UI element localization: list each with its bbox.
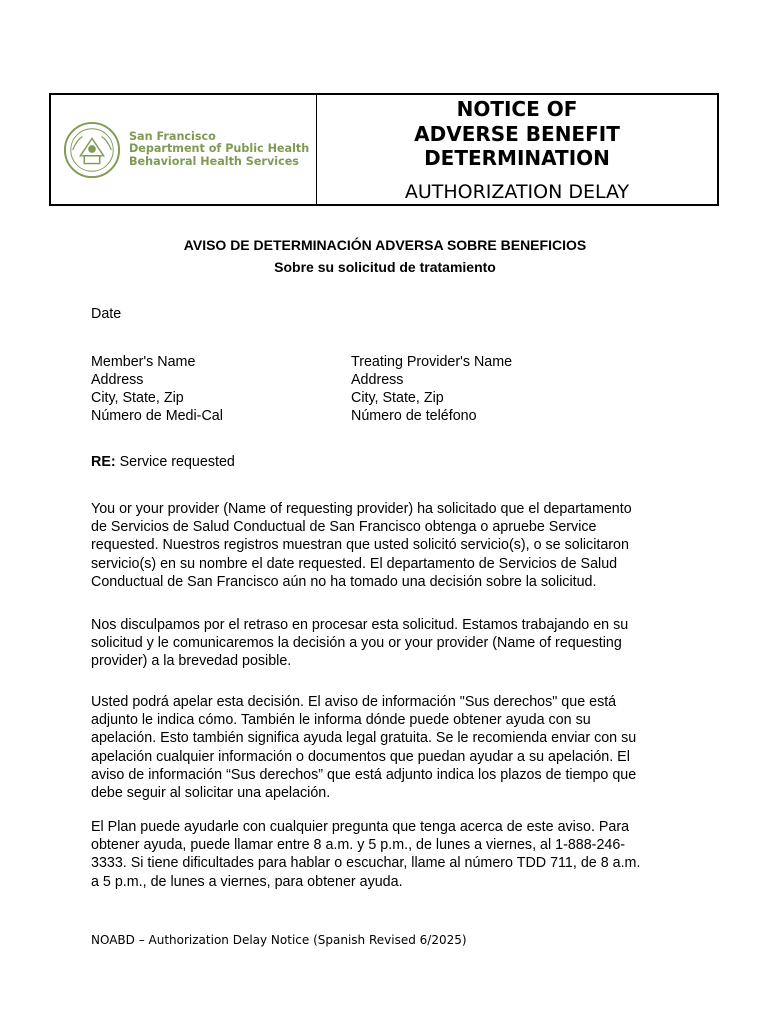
- org-line-2: Department of Public Health: [129, 142, 310, 156]
- paragraph-1: You or your provider (Name of requesting provider) ha solicitado que el departamento de Servicios de Salud Conductual de San Francisco obtenga o apruebe Service requested. Nuestros registros muestran que usted solicitó servicio(s), o se solicitaron servicio(s) en su nombre el date requested. El departamento de Servicios de Salud Conductual de San Francisco aún no ha tomado una decisión sobre la solicitud.: [91, 501, 632, 590]
- footer-note: NOABD – Authorization Delay Notice (Spanish Revised 6/2025): [91, 933, 467, 947]
- provider-city: City, State, Zip: [351, 390, 444, 406]
- org-name: [129, 131, 309, 169]
- city-seal-icon: [63, 121, 121, 179]
- re-line: [91, 453, 235, 471]
- provider-address: Address: [351, 372, 404, 388]
- re-text: Service requested: [119, 454, 235, 470]
- member-address: Address: [91, 372, 144, 388]
- notice-title: NOTICE OF ADVERSE BENEFIT DETERMINATION: [414, 97, 620, 170]
- paragraph-4: El Plan puede ayudarle con cualquier pregunta que tenga acerca de este aviso. Para obtener ayuda, puede llamar entre 8 a.m. y 5 p.m., de lunes a viernes, al 1-888-246- 3333. Si tiene dificultades para hablar o escuchar, llame al número TDD 711, de 8 a.m. a 5 p.m., de lunes a viernes, para obtener ayuda.: [91, 819, 641, 890]
- date-field: Date: [91, 306, 122, 322]
- member-block: [91, 353, 223, 425]
- spanish-heading: AVISO DE DETERMINACIÓN ADVERSA SOBRE BENEFICIOS: [183, 237, 587, 253]
- org-line-3: Behavioral Health Services: [129, 154, 299, 168]
- paragraph-2: Nos disculpamos por el retraso en procesar esta solicitud. Estamos trabajando en su solicitud y le comunicaremos la decisión a you or your provider (Name of requesting provider) a la brevedad posible.: [91, 617, 629, 670]
- spanish-subheading: Sobre su solicitud de tratamiento: [274, 259, 496, 275]
- paragraph-3: Usted podrá apelar esta decisión. El aviso de información "Sus derechos" que está adjunto le indica cómo. También le informa dónde puede obtener ayuda con su apelación. Esto también significa ayuda legal gratuita. Se le recomienda enviar con su apelación cualquier información o documentos que puedan ayudar a su apelación. El aviso de información “Sus derechos” que está adjunto indica los plazos de tiempo que debe seguir al solicitar una apelación.: [91, 694, 637, 802]
- notice-subtitle: AUTHORIZATION DELAY: [404, 180, 630, 203]
- provider-phone: Número de teléfono: [351, 408, 477, 424]
- org-logo-block: [51, 95, 317, 204]
- provider-name: Treating Provider's Name: [351, 354, 513, 370]
- org-line-1: San Francisco: [129, 129, 216, 143]
- notice-title-block: [317, 95, 717, 204]
- re-label: RE:: [91, 454, 116, 470]
- member-medi-cal: Número de Medi-Cal: [91, 408, 223, 424]
- member-city: City, State, Zip: [91, 390, 184, 406]
- provider-block: [351, 353, 512, 425]
- header-box: [49, 93, 719, 206]
- member-name: Member's Name: [91, 354, 196, 370]
